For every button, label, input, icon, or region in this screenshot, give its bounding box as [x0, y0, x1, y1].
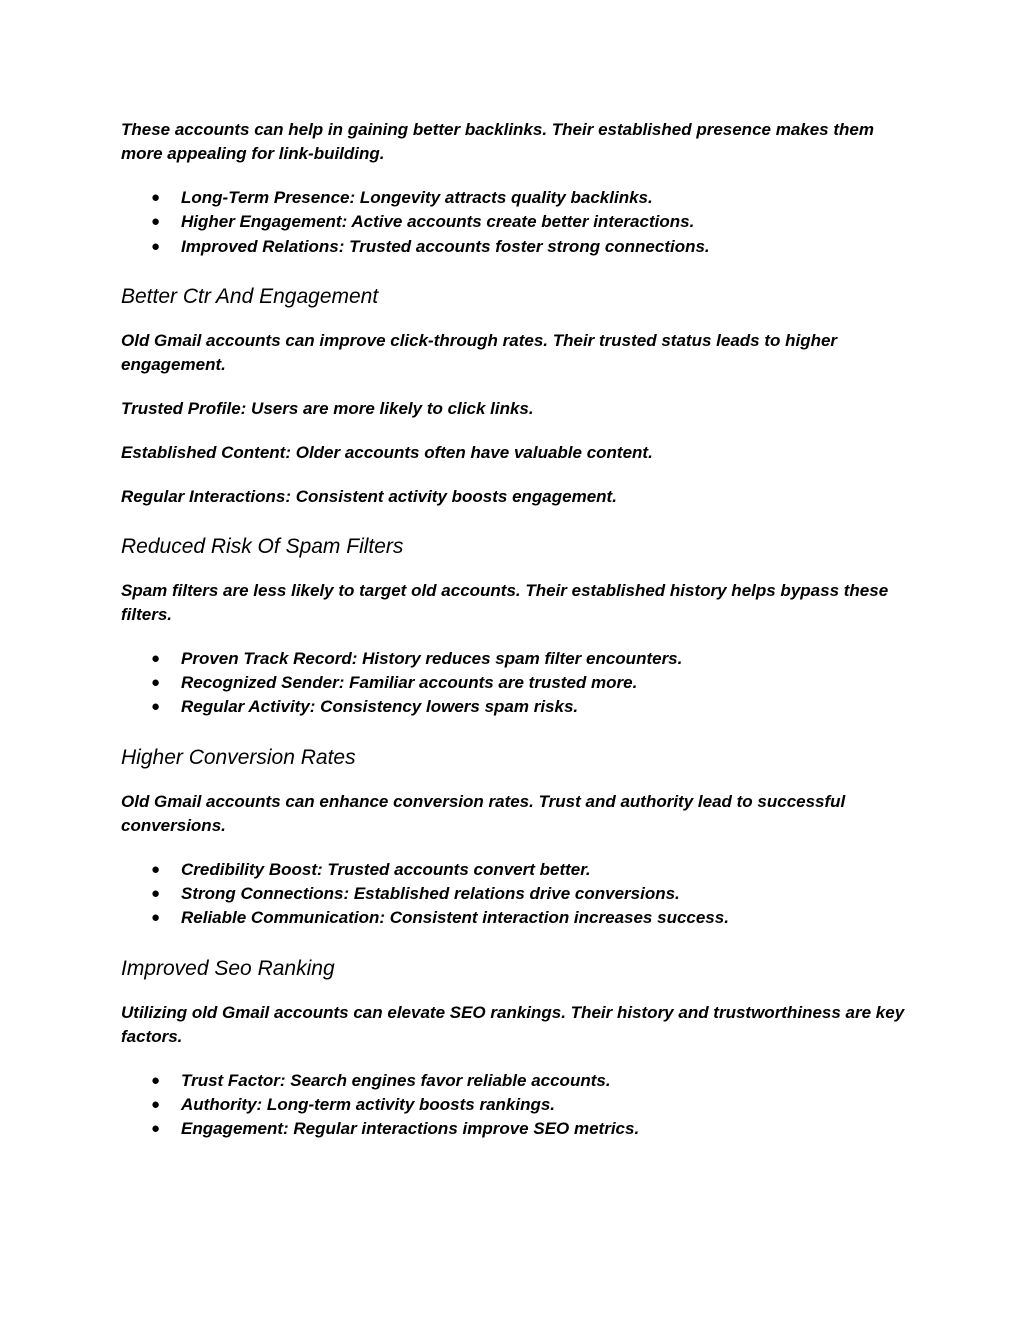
ctr-item-established-content: Established Content: Older accounts often have valuable content.	[121, 442, 653, 462]
bullet-icon: ●	[151, 674, 161, 692]
seo-paragraph: Utilizing old Gmail accounts can elevate SEO rankings. Their history and trustworthiness are key factors.	[121, 1002, 905, 1046]
list-item: ● Trust Factor: Search engines favor reliable accounts.	[121, 1069, 911, 1093]
section-heading-ctr: Better Ctr And Engagement	[121, 284, 379, 308]
conversion-paragraph: Old Gmail accounts can enhance conversion rates. Trust and authority lead to successful conversions.	[121, 791, 846, 835]
list-item: ● Long-Term Presence: Longevity attracts quality backlinks.	[121, 186, 911, 210]
bullet-icon: ●	[151, 237, 161, 255]
list-item: ● Higher Engagement: Active accounts create better interactions.	[121, 210, 911, 234]
bullet-icon: ●	[151, 189, 161, 206]
bullet-icon: ●	[151, 885, 161, 903]
list-item: ● Recognized Sender: Familiar accounts are trusted more.	[121, 671, 911, 695]
list-item: ● Authority: Long-term activity boosts rankings.	[121, 1093, 911, 1117]
ctr-item-regular-interactions: Regular Interactions: Consistent activity boosts engagement.	[121, 486, 617, 506]
ctr-paragraph: Old Gmail accounts can improve click-through rates. Their trusted status leads to higher engagement.	[121, 330, 838, 374]
list-item: ● Credibility Boost: Trusted accounts convert better.	[121, 858, 911, 882]
bullet-icon: ●	[151, 860, 161, 878]
list-item: ● Reliable Communication: Consistent interaction increases success.	[121, 906, 911, 930]
spam-bullet-list	[121, 647, 911, 720]
bullet-icon: ●	[151, 909, 161, 927]
list-item: ● Strong Connections: Established relations drive conversions.	[121, 882, 911, 906]
bullet-icon: ●	[151, 1095, 161, 1113]
list-item: ● Proven Track Record: History reduces spam filter encounters.	[121, 647, 911, 671]
section-heading-conversion: Higher Conversion Rates	[121, 745, 356, 769]
list-item: ● Improved Relations: Trusted accounts foster strong connections.	[121, 235, 911, 259]
seo-bullet-list	[121, 1069, 911, 1142]
section-heading-spam: Reduced Risk Of Spam Filters	[121, 534, 404, 558]
ctr-item-trusted-profile: Trusted Profile: Users are more likely to click links.	[121, 398, 534, 418]
bullet-icon: ●	[151, 213, 161, 231]
bullet-icon: ●	[151, 1120, 161, 1138]
intro-paragraph: These accounts can help in gaining better backlinks. Their established presence makes them more appealing for link-building.	[121, 120, 874, 163]
bullet-icon: ●	[151, 698, 161, 716]
spam-paragraph: Spam filters are less likely to target old accounts. Their established history helps bypass these filters.	[121, 580, 889, 624]
bullet-icon: ●	[151, 649, 161, 667]
section-heading-seo: Improved Seo Ranking	[121, 956, 335, 980]
document-page	[121, 118, 911, 1142]
intro-bullet-list	[121, 186, 911, 259]
bullet-icon: ●	[151, 1071, 161, 1089]
list-item: ● Engagement: Regular interactions improve SEO metrics.	[121, 1117, 911, 1141]
list-item: ● Regular Activity: Consistency lowers spam risks.	[121, 695, 911, 719]
conversion-bullet-list	[121, 858, 911, 931]
